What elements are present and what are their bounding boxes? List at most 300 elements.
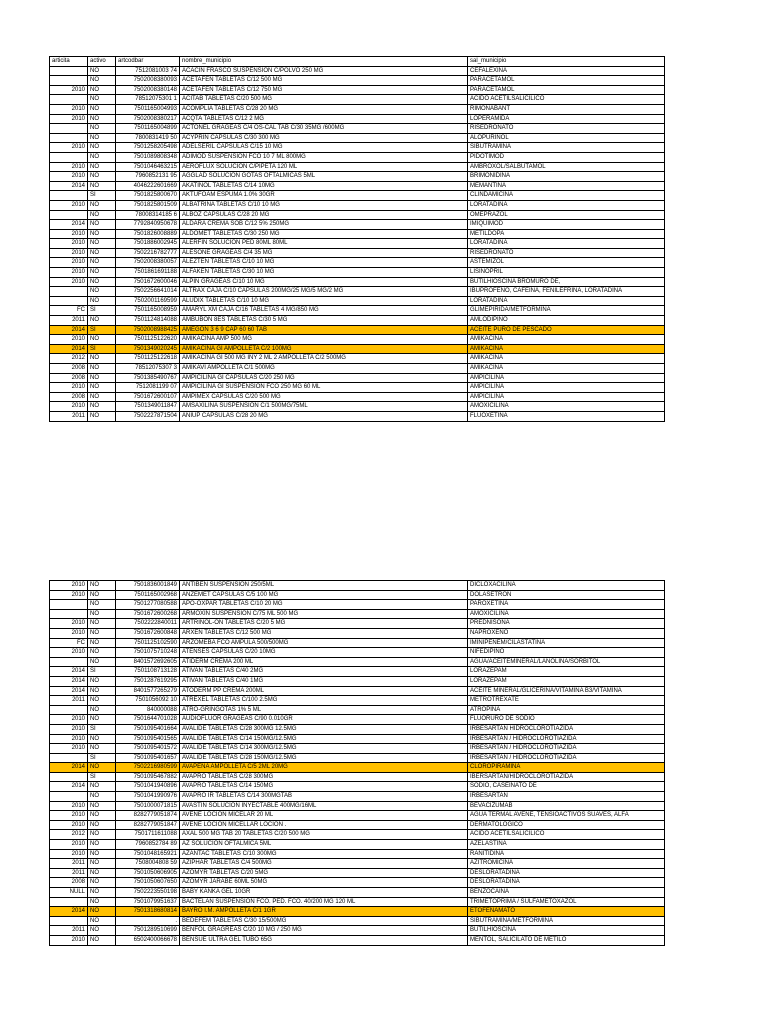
nombre-cell[interactable]: ANTIBEN SUSPENSION 250/5ML [180,581,468,591]
sal-cell[interactable]: SIBUTRAMINA [468,143,665,153]
sal-cell[interactable]: AMIKACINA [468,364,665,374]
nombre-cell[interactable]: AVAPENA AMPOLLETA C/5 2ML 20MG [180,763,468,773]
articita-cell[interactable]: 2010 [50,734,88,744]
nombre-cell[interactable]: AMBUBON 8ES TABLETAS C/30 5 MG [180,316,468,326]
artcodbar-cell[interactable]: 7502008380148 [116,85,180,95]
artcodbar-cell[interactable]: 7508004808 59 [116,859,180,869]
header-cell-nombre-municipio[interactable]: nombre_municipio [180,57,468,67]
articita-cell[interactable]: 2010 [50,335,88,345]
sal-cell[interactable]: TRIMETOPRIMA / SULFAMETOXAZOL [468,897,665,907]
nombre-cell[interactable]: AVALIDE TABLETAS C/14 150MG/12.5MG [180,734,468,744]
articita-cell[interactable]: 2010 [50,619,88,629]
sal-cell[interactable]: IBUPROFENO, CAFEINA, FENILEFRINA, LORATADINA [468,287,665,297]
articita-cell[interactable]: 2012 [50,354,88,364]
activo-cell[interactable]: NO [88,220,116,230]
artcodbar-cell[interactable]: 7501289510699 [116,926,180,936]
activo-cell[interactable]: NO [88,830,116,840]
nombre-cell[interactable]: ALBOZ CAPSULAS C/28 20 MG [180,210,468,220]
articita-cell[interactable]: 2010 [50,744,88,754]
nombre-cell[interactable]: AXAL 500 MG TAB 20 TABLETAS C/20 500 MG [180,830,468,840]
activo-cell[interactable]: NO [88,916,116,926]
nombre-cell[interactable]: ALDOMET TABLETAS C/30 250 MG [180,229,468,239]
activo-cell[interactable]: NO [88,792,116,802]
artcodbar-cell[interactable]: 8282779051847 [116,820,180,830]
activo-cell[interactable]: NO [88,76,116,86]
activo-cell[interactable]: SI [88,753,116,763]
nombre-cell[interactable]: ALDARA CREMA SOB C/12 5% 250MG [180,220,468,230]
activo-cell[interactable]: NO [88,335,116,345]
sal-cell[interactable]: AMOXICILINA [468,402,665,412]
articita-cell[interactable] [50,133,88,143]
nombre-cell[interactable]: AVAPRO IR TABLETAS C/14 300MGTAB [180,792,468,802]
activo-cell[interactable]: NO [88,316,116,326]
sal-cell[interactable]: AMLODIPINO [468,316,665,326]
articita-cell[interactable]: 2011 [50,926,88,936]
sal-cell[interactable]: PIDOTIMOD [468,152,665,162]
nombre-cell[interactable]: ALERFIN SOLUCION PED 80ML 80ML [180,239,468,249]
artcodbar-cell[interactable]: 7501861691188 [116,268,180,278]
artcodbar-cell[interactable]: 7501075710248 [116,648,180,658]
artcodbar-cell[interactable]: 7502001169599 [116,296,180,306]
articita-cell[interactable]: 2008 [50,373,88,383]
articita-cell[interactable]: 2010 [50,85,88,95]
activo-cell[interactable]: NO [88,849,116,859]
articita-cell[interactable]: 2010 [50,628,88,638]
artcodbar-cell[interactable]: 7501108713128 [116,667,180,677]
artcodbar-cell[interactable]: 7501826008889 [116,229,180,239]
activo-cell[interactable]: NO [88,66,116,76]
nombre-cell[interactable]: BEDEFEM TABLETAS C/30 15/500MG [180,916,468,926]
activo-cell[interactable]: NO [88,296,116,306]
articita-cell[interactable] [50,76,88,86]
sal-cell[interactable]: LOPERAMIDA [468,114,665,124]
artcodbar-cell[interactable]: 7501672600046 [116,277,180,287]
activo-cell[interactable]: NO [88,715,116,725]
sal-cell[interactable]: AMPICILINA [468,392,665,402]
activo-cell[interactable]: NO [88,820,116,830]
sal-cell[interactable]: IRBESARTAN / HIDROCLOROTIAZIDA [468,734,665,744]
sal-cell[interactable]: GLIMEPIRIDA/METFORMINA [468,306,665,316]
activo-cell[interactable]: NO [88,239,116,249]
sal-cell[interactable]: PAROXETINA [468,600,665,610]
nombre-cell[interactable]: AUDIOFLUOR GRAGEAS C/90 0.010GR [180,715,468,725]
nombre-cell[interactable]: AMIKACINA AMP 500 MG [180,335,468,345]
sal-cell[interactable]: IMINIPENEM/CILASTATINA [468,638,665,648]
nombre-cell[interactable]: ALBATRINA TABLETAS C/10 10 MG [180,200,468,210]
activo-cell[interactable]: NO [88,878,116,888]
artcodbar-cell[interactable]: 7501165002968 [116,590,180,600]
artcodbar-cell[interactable]: 7792840950678 [116,220,180,230]
articita-cell[interactable] [50,152,88,162]
sal-cell[interactable]: DESLORATADINA [468,868,665,878]
articita-cell[interactable] [50,916,88,926]
activo-cell[interactable]: NO [88,172,116,182]
activo-cell[interactable]: NO [88,840,116,850]
artcodbar-cell[interactable]: 7502256641014 [116,287,180,297]
activo-cell[interactable]: NO [88,354,116,364]
articita-cell[interactable]: 2010 [50,820,88,830]
sal-cell[interactable]: DESLORATADINA [468,878,665,888]
activo-cell[interactable]: NO [88,935,116,945]
artcodbar-cell[interactable]: 7501046463215 [116,162,180,172]
activo-cell[interactable]: NO [88,383,116,393]
articita-cell[interactable] [50,296,88,306]
sal-cell[interactable]: CLINDAMICINA [468,191,665,201]
articita-cell[interactable]: 2010 [50,801,88,811]
artcodbar-cell[interactable]: 8282779051874 [116,811,180,821]
articita-cell[interactable] [50,287,88,297]
sal-cell[interactable]: DICLOXACILINA [468,581,665,591]
nombre-cell[interactable]: ADIMOD SUSPENSION FCO 10 7 ML 800MG [180,152,468,162]
artcodbar-cell[interactable]: 7501089808348 [116,152,180,162]
nombre-cell[interactable]: AGGLAD SOLUCION GOTAS OFTALMICAS 5ML [180,172,468,182]
articita-cell[interactable]: 2014 [50,344,88,354]
sal-cell[interactable]: CLOROPIRAMINA [468,763,665,773]
nombre-cell[interactable]: BACTELAN SUSPENSION FCO. PED. FCO. 40/200 MG 120 ML [180,897,468,907]
articita-cell[interactable]: 2010 [50,590,88,600]
activo-cell[interactable]: NO [88,181,116,191]
sal-cell[interactable]: METROTREXATE [468,696,665,706]
artcodbar-cell[interactable]: 7501056092 10 [116,696,180,706]
activo-cell[interactable]: NO [88,124,116,134]
activo-cell[interactable]: NO [88,676,116,686]
nombre-cell[interactable]: ACTONEL GRAGEAS C/4 OS-CAL TAB C/30 35MG /600MG [180,124,468,134]
sal-cell[interactable]: SODIO, CASEINATO DE [468,782,665,792]
articita-cell[interactable]: 2014 [50,782,88,792]
activo-cell[interactable]: NO [88,133,116,143]
header-cell-articita[interactable]: articita [50,57,88,67]
activo-cell[interactable]: SI [88,306,116,316]
sal-cell[interactable]: PREDNISONA [468,619,665,629]
artcodbar-cell[interactable]: 7502227871504 [116,411,180,421]
artcodbar-cell[interactable]: 7501825801509 [116,200,180,210]
sal-cell[interactable]: AZITROMICINA [468,859,665,869]
artcodbar-cell[interactable]: 7501385490767 [116,373,180,383]
articita-cell[interactable] [50,210,88,220]
nombre-cell[interactable]: ATIDERM CREMA 200 ML [180,657,468,667]
articita-cell[interactable] [50,609,88,619]
activo-cell[interactable]: NO [88,609,116,619]
activo-cell[interactable]: SI [88,772,116,782]
articita-cell[interactable] [50,772,88,782]
articita-cell[interactable]: 2010 [50,248,88,258]
activo-cell[interactable]: SI [88,344,116,354]
sal-cell[interactable]: RANITIDINA [468,849,665,859]
sal-cell[interactable]: AMPICILINA [468,383,665,393]
sal-cell[interactable]: BUTILHIOSCINA BROMURO DE, [468,277,665,287]
sal-cell[interactable]: CEFALEXINA [468,66,665,76]
articita-cell[interactable] [50,124,88,134]
sal-cell[interactable]: ACEITE PURO DE PESCADO [468,325,665,335]
sal-cell[interactable]: BUTILHIOSCINA [468,926,665,936]
activo-cell[interactable]: NO [88,648,116,658]
sal-cell[interactable]: SIBUTRAMINA/METFORMINA [468,916,665,926]
artcodbar-cell[interactable]: 7501041990976 [116,792,180,802]
activo-cell[interactable]: NO [88,811,116,821]
activo-cell[interactable]: NO [88,287,116,297]
nombre-cell[interactable]: AEROFLUX SOLUCION C/PIPETA 120 ML [180,162,468,172]
activo-cell[interactable]: NO [88,734,116,744]
artcodbar-cell[interactable]: 7501050606905 [116,868,180,878]
artcodbar-cell[interactable]: 7501048165921 [116,849,180,859]
nombre-cell[interactable]: ACYPRIN CAPSULAS C/30 300 MG [180,133,468,143]
nombre-cell[interactable]: ATIVAN TABLETAS C/40 1MG [180,676,468,686]
sal-cell[interactable]: LORATADINA [468,200,665,210]
nombre-cell[interactable]: ARZOMEBA FCO AMPULA 500/500MG [180,638,468,648]
articita-cell[interactable]: 2014 [50,763,88,773]
artcodbar-cell[interactable]: 7501836001849 [116,581,180,591]
sal-cell[interactable]: BENZOCAINA [468,888,665,898]
articita-cell[interactable] [50,753,88,763]
nombre-cell[interactable]: BENFOL GRAGREAS C/20 10 MG / 250 MG [180,926,468,936]
activo-cell[interactable]: NO [88,657,116,667]
sal-cell[interactable]: ETOFENAMATO [468,907,665,917]
nombre-cell[interactable]: AVALIDE TABLETAS C/28 300MG 12.5MG [180,724,468,734]
artcodbar-cell[interactable]: 7501349020245 [116,344,180,354]
activo-cell[interactable]: NO [88,619,116,629]
activo-cell[interactable]: NO [88,590,116,600]
sal-cell[interactable]: RISEDRONATO [468,248,665,258]
activo-cell[interactable]: NO [88,143,116,153]
nombre-cell[interactable]: AMPICILINA GI SUSPENSION FCO 250 MG 60 ML [180,383,468,393]
sal-cell[interactable]: ATROPINA [468,705,665,715]
artcodbar-cell[interactable]: 7501125102590 [116,638,180,648]
activo-cell[interactable]: NO [88,581,116,591]
nombre-cell[interactable]: AZ SOLUCION OFTALMICA 5ML [180,840,468,850]
sal-cell[interactable]: FLUORURO DE SODIO [468,715,665,725]
activo-cell[interactable]: NO [88,402,116,412]
nombre-cell[interactable]: AZOMYR JARABE 60ML 50MG [180,878,468,888]
sal-cell[interactable]: IRBESARTAN / HIDROCLOROTIAZIDA [468,753,665,763]
nombre-cell[interactable]: AKATINOL TABLETAS C/14 10MG [180,181,468,191]
activo-cell[interactable]: NO [88,744,116,754]
activo-cell[interactable]: NO [88,705,116,715]
header-cell-activo[interactable]: activo [88,57,116,67]
sal-cell[interactable]: ACIDO ACETILSALICILICO [468,830,665,840]
sal-cell[interactable]: IRBESARTAN HIDROCLOROTIAZIDA [468,724,665,734]
nombre-cell[interactable]: AMPIMEX CAPSULAS C/20 500 MG [180,392,468,402]
artcodbar-cell[interactable]: 7501711611088 [116,830,180,840]
activo-cell[interactable]: NO [88,258,116,268]
articita-cell[interactable] [50,705,88,715]
activo-cell[interactable]: SI [88,325,116,335]
nombre-cell[interactable]: AMSAXILINA SUSPENSION C/1 500MG/75ML [180,402,468,412]
activo-cell[interactable]: NO [88,268,116,278]
sal-cell[interactable]: AGUA TERMAL AVENE, TENSIOACTIVOS SUAVES, ALFA [468,811,665,821]
nombre-cell[interactable]: AVALIDE TABLETAS C/14 300MG/12.5MG [180,744,468,754]
sal-cell[interactable]: AGUA/ACEITEMINERAL/LANOLINA/SORBITOL [468,657,665,667]
sal-cell[interactable]: LISINOPRIL [468,268,665,278]
artcodbar-cell[interactable]: 7501258205498 [116,143,180,153]
articita-cell[interactable]: 2010 [50,258,88,268]
sal-cell[interactable]: NAPROXENO [468,628,665,638]
articita-cell[interactable]: 2011 [50,696,88,706]
articita-cell[interactable]: 2010 [50,200,88,210]
nombre-cell[interactable]: ACACIN FRASCO SUSPENSION C/POLVO 250 MG [180,66,468,76]
nombre-cell[interactable]: BABY KANKA GEL 10GR [180,888,468,898]
activo-cell[interactable]: NO [88,85,116,95]
sal-cell[interactable]: PARACETAMOL [468,85,665,95]
nombre-cell[interactable]: ALPIN GRAGEAS C/10 10 MG [180,277,468,287]
nombre-cell[interactable]: ALFAKEN TABLETAS C/30 10 MG [180,268,468,278]
artcodbar-cell[interactable]: 7501125122618 [116,354,180,364]
nombre-cell[interactable]: ATREXEL TABLETAS C/100 2.5MG [180,696,468,706]
nombre-cell[interactable]: APO-OXPAR TABLETAS C/10 20 MG [180,600,468,610]
artcodbar-cell[interactable]: 7502222840011 [116,619,180,629]
articita-cell[interactable] [50,191,88,201]
header-cell-sal-municipio[interactable]: sal_municipio [468,57,665,67]
activo-cell[interactable]: SI [88,724,116,734]
nombre-cell[interactable]: ANIUP CAPSULAS C/28 20 MG [180,411,468,421]
activo-cell[interactable]: NO [88,411,116,421]
artcodbar-cell[interactable]: 7501287619295 [116,676,180,686]
nombre-cell[interactable]: ACETAFEN TABLETAS C/12 500 MG [180,76,468,86]
activo-cell[interactable]: NO [88,364,116,374]
artcodbar-cell[interactable]: 8401577265279 [116,686,180,696]
artcodbar-cell[interactable]: 7501318680814 [116,907,180,917]
nombre-cell[interactable]: AMEGON 3 6 9 CAP 60 60 TAB [180,325,468,335]
articita-cell[interactable]: 2010 [50,229,88,239]
articita-cell[interactable]: 2014 [50,676,88,686]
artcodbar-cell[interactable]: 7501041940896 [116,782,180,792]
activo-cell[interactable]: NO [88,686,116,696]
artcodbar-cell[interactable]: 7501277080588 [116,600,180,610]
artcodbar-cell[interactable]: 7502008988425 [116,325,180,335]
articita-cell[interactable]: 2014 [50,181,88,191]
sal-cell[interactable]: AMPICILINA [468,373,665,383]
artcodbar-cell[interactable]: 7501124814088 [116,316,180,326]
nombre-cell[interactable]: ALUDIX TABLETAS C/10 10 MG [180,296,468,306]
articita-cell[interactable]: 2011 [50,411,88,421]
nombre-cell[interactable]: AMPICILINA GI CAPSULAS C/20 250 MG [180,373,468,383]
artcodbar-cell[interactable]: 7501125122620 [116,335,180,345]
nombre-cell[interactable]: ADELSERIL CAPSULAS C/15 10 MG [180,143,468,153]
nombre-cell[interactable]: ACOMPLIA TABLETAS C/28 20 MG [180,104,468,114]
nombre-cell[interactable]: ATODERM PP CREMA 200ML [180,686,468,696]
artcodbar-cell[interactable]: 840000088 [116,705,180,715]
nombre-cell[interactable]: ALTRAX CAJA C/10 CAPSULAS 200MG/25 MG/5 MG/2 MG [180,287,468,297]
articita-cell[interactable]: 2010 [50,143,88,153]
header-cell-artcodbar[interactable]: artcodbar [116,57,180,67]
sal-cell[interactable]: BEVACIZUMAB [468,801,665,811]
artcodbar-cell[interactable]: 7501095401664 [116,724,180,734]
activo-cell[interactable]: NO [88,696,116,706]
articita-cell[interactable]: 2010 [50,114,88,124]
sal-cell[interactable]: NIFEDIPINO [468,648,665,658]
articita-cell[interactable]: 2014 [50,325,88,335]
articita-cell[interactable]: 2010 [50,239,88,249]
activo-cell[interactable]: NO [88,801,116,811]
nombre-cell[interactable]: AVAPRO TABLETAS C/14 150MG [180,782,468,792]
activo-cell[interactable]: NO [88,277,116,287]
articita-cell[interactable] [50,66,88,76]
articita-cell[interactable]: 2010 [50,162,88,172]
sal-cell[interactable]: LORATADINA [468,296,665,306]
artcodbar-cell[interactable]: 7501825800670 [116,191,180,201]
artcodbar-cell[interactable]: 7512081003 74 [116,66,180,76]
nombre-cell[interactable]: ARXEN TABLETAS C/12 500 MG [180,628,468,638]
nombre-cell[interactable]: AVASTIN SOLUCION INYECTABLE 400MG/16ML [180,801,468,811]
articita-cell[interactable]: 2011 [50,316,88,326]
nombre-cell[interactable]: AZOMYR TABLETAS C/20 5MG [180,868,468,878]
artcodbar-cell[interactable]: 7501095401572 [116,744,180,754]
sal-cell[interactable]: IRBESARTAN [468,792,665,802]
articita-cell[interactable]: NULL [50,888,88,898]
activo-cell[interactable]: NO [88,897,116,907]
nombre-cell[interactable]: ANZEMET CAPSULAS C/5 100 MG [180,590,468,600]
artcodbar-cell[interactable]: 7501165004993 [116,104,180,114]
artcodbar-cell[interactable]: 8401572692605 [116,657,180,667]
nombre-cell[interactable]: AVENE LOCION MICELAR 20 ML [180,811,468,821]
nombre-cell[interactable]: AVALIDE TABLETAS C/28 150MG/12.5MG [180,753,468,763]
activo-cell[interactable]: NO [88,926,116,936]
activo-cell[interactable]: NO [88,763,116,773]
nombre-cell[interactable]: AMARYL XM CAJA C/16 TABLETAS 4 MG/850 MG [180,306,468,316]
nombre-cell[interactable]: ACETAFEN TABLETAS C/12 750 MG [180,85,468,95]
articita-cell[interactable]: 2010 [50,383,88,393]
artcodbar-cell[interactable]: 7501165004899 [116,124,180,134]
nombre-cell[interactable]: AVENE LOCION MICELLAR LOCION . [180,820,468,830]
articita-cell[interactable]: 2014 [50,220,88,230]
activo-cell[interactable]: NO [88,638,116,648]
activo-cell[interactable]: NO [88,888,116,898]
articita-cell[interactable] [50,792,88,802]
artcodbar-cell[interactable]: 7501095467882 [116,772,180,782]
articita-cell[interactable]: 2010 [50,724,88,734]
artcodbar-cell[interactable]: 7502216980599 [116,763,180,773]
artcodbar-cell[interactable]: 7501095401657 [116,753,180,763]
sal-cell[interactable]: RISEDRONATO [468,124,665,134]
articita-cell[interactable]: 2010 [50,277,88,287]
sal-cell[interactable]: LORAZEPAM [468,676,665,686]
nombre-cell[interactable]: ALESONE GRAGEAS C/4 35 MG [180,248,468,258]
articita-cell[interactable] [50,600,88,610]
articita-cell[interactable]: 2010 [50,402,88,412]
artcodbar-cell[interactable]: 7501886002945 [116,239,180,249]
activo-cell[interactable]: NO [88,229,116,239]
artcodbar-cell[interactable]: 7501349011847 [116,402,180,412]
articita-cell[interactable]: 2010 [50,268,88,278]
articita-cell[interactable] [50,95,88,105]
activo-cell[interactable]: NO [88,600,116,610]
nombre-cell[interactable]: ATRO-GRINGOTAS 1% 5 ML [180,705,468,715]
artcodbar-cell[interactable]: 7800831419 50 [116,133,180,143]
sal-cell[interactable]: AMIKACINA [468,335,665,345]
artcodbar-cell[interactable]: 7501165008959 [116,306,180,316]
artcodbar-cell[interactable]: 6502400066678 [116,935,180,945]
nombre-cell[interactable]: AVAPRO TABLETAS C/28 300MG [180,772,468,782]
nombre-cell[interactable]: AMIKACINA GI AMPOLLETA C/2 100MG [180,344,468,354]
nombre-cell[interactable]: ACITAB TABLETAS C/20 500 MG [180,95,468,105]
nombre-cell[interactable]: ACQTA TABLETAS C/12 2 MG [180,114,468,124]
articita-cell[interactable]: 2012 [50,830,88,840]
activo-cell[interactable]: NO [88,907,116,917]
artcodbar-cell[interactable]: 78008314185 6 [116,210,180,220]
sal-cell[interactable]: BRIMONIDINA [468,172,665,182]
activo-cell[interactable]: NO [88,95,116,105]
activo-cell[interactable]: NO [88,373,116,383]
artcodbar-cell[interactable]: 7512081199 07 [116,383,180,393]
sal-cell[interactable]: MEMANTINA [468,181,665,191]
artcodbar-cell[interactable]: . [116,916,180,926]
articita-cell[interactable]: 2014 [50,667,88,677]
nombre-cell[interactable]: AZANTAC TABLETAS C/10 300MG [180,849,468,859]
sal-cell[interactable]: AMIKACINA [468,354,665,364]
nombre-cell[interactable]: BAYRO I.M. AMPOLLETA C/1 1GR [180,907,468,917]
articita-cell[interactable]: 2010 [50,849,88,859]
articita-cell[interactable]: FC [50,306,88,316]
sal-cell[interactable]: AMOXICILINA [468,609,665,619]
